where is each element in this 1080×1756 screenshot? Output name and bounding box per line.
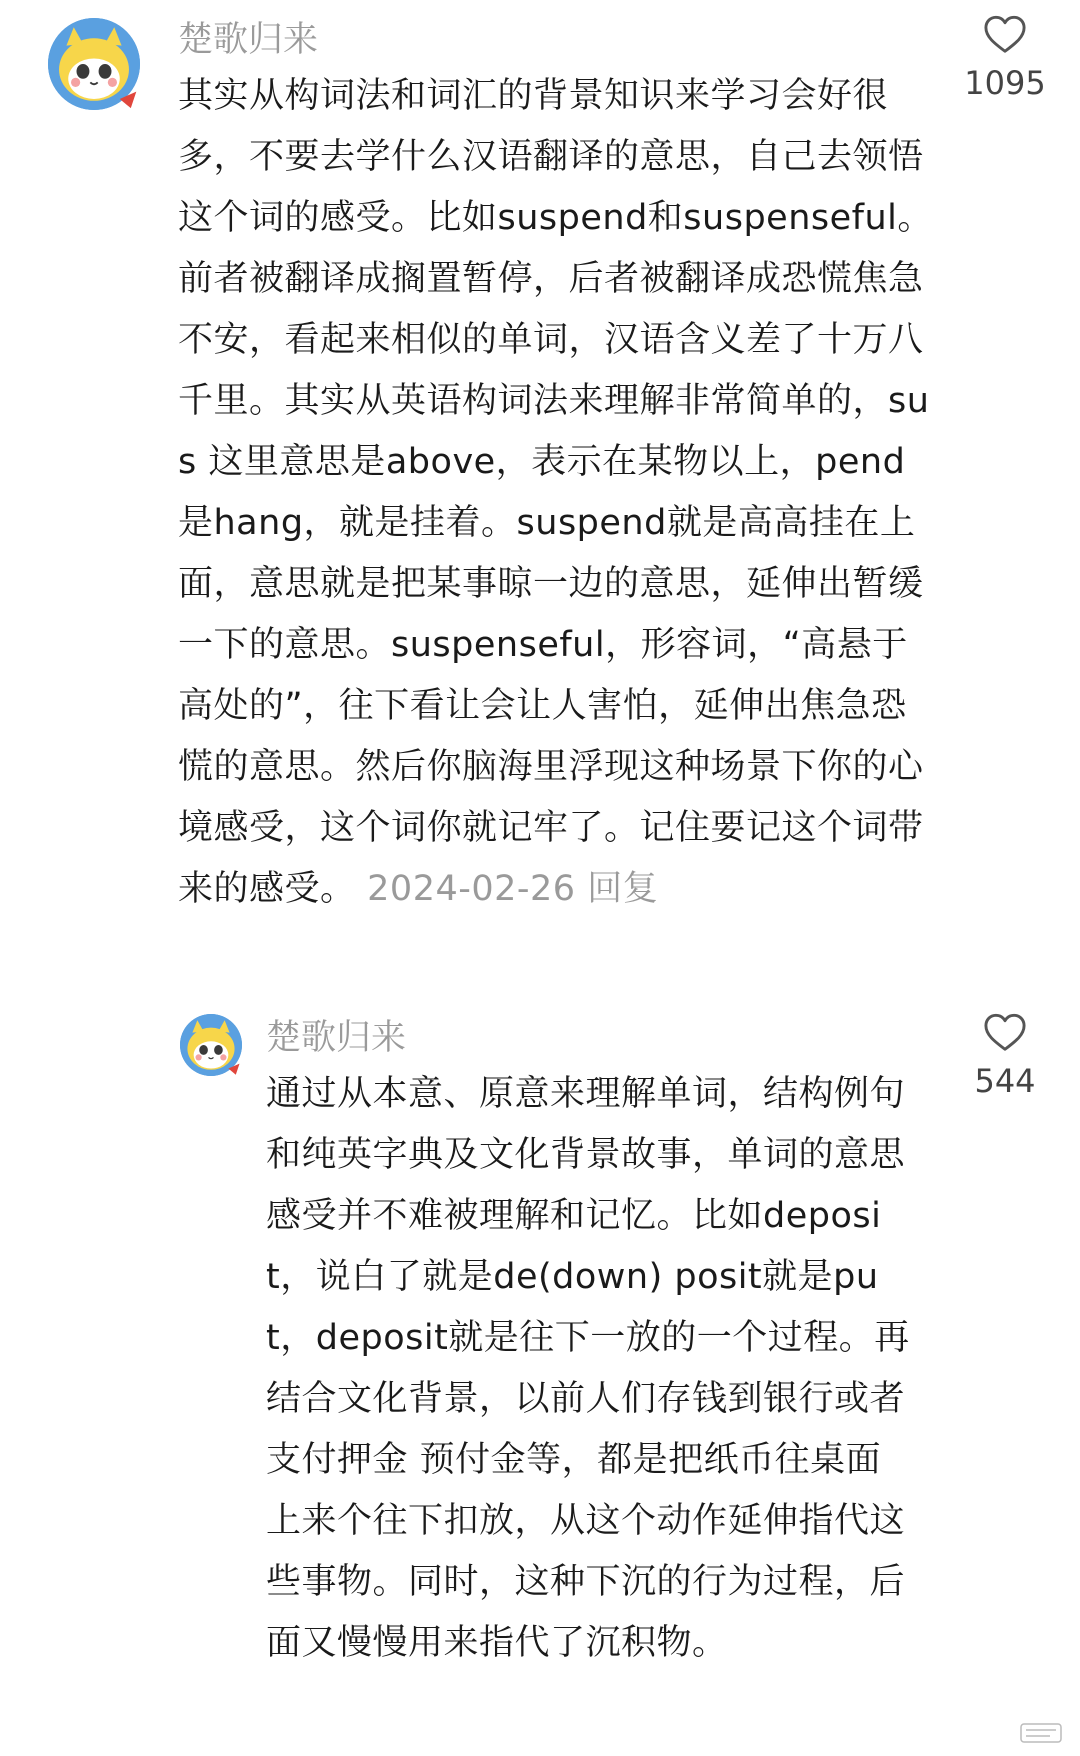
comment-body: 其实从构词法和词汇的背景知识来学习会好很多，不要去学什么汉语翻译的意思，自己去领悟这个词的感受。比如suspend和suspenseful。前者被翻译成搁置暂停，后者被翻译成恐慌焦急不安，看起来相似的单词，汉语含义差了十万八千里。其实从英语构词法来理解非常简单的，sus 这里意思是above，表示在某物以上，pend是hang，就是挂着。suspend就是高高挂在上面，意思就是把某事晾一边的意思，延伸出暂缓一下的意思。suspenseful，形容词，“高悬于高处的”，往下看让会让人害怕，延伸出焦急恐慌的意思。然后你脑海里浮现这种场景下你的心境感受，这个词你就记牢了。记住要记这个词带来的感受。 xyxy=(178,76,933,909)
reply-text xyxy=(266,1064,914,1674)
heart-outline-icon xyxy=(983,1012,1027,1052)
heart-outline-icon xyxy=(983,14,1027,54)
username[interactable]: 楚歌归来 xyxy=(178,20,319,60)
reply-button[interactable]: 回复 xyxy=(587,869,659,909)
comment-date: 2024-02-26 xyxy=(367,869,576,909)
like-button[interactable] xyxy=(950,14,1060,102)
avatar[interactable] xyxy=(48,18,140,110)
reply-body: 通过从本意、原意来理解单词，结构例句和纯英字典及文化背景故事，单词的意思感受并不难被理解和记忆。比如deposit，说白了就是de(down) posit就是put，deposit就是往下一放的一个过程。再结合文化背景，以前人们存钱到银行或者支付押金 预付金等，都是把纸币往桌面上来个往下扣放，从这个动作延伸指代这些事物。同时，这种下沉的行为过程，后面又慢慢用来指代了沉积物。 xyxy=(266,1074,910,1663)
avatar-image xyxy=(180,1014,242,1076)
like-count: 544 xyxy=(974,1062,1036,1100)
avatar[interactable] xyxy=(180,1014,242,1076)
username[interactable]: 楚歌归来 xyxy=(266,1018,407,1058)
avatar-image xyxy=(48,18,140,110)
like-count: 1095 xyxy=(964,64,1046,102)
like-button[interactable] xyxy=(950,1012,1060,1100)
comment-text xyxy=(178,66,940,920)
watermark-logo xyxy=(1020,1720,1062,1746)
